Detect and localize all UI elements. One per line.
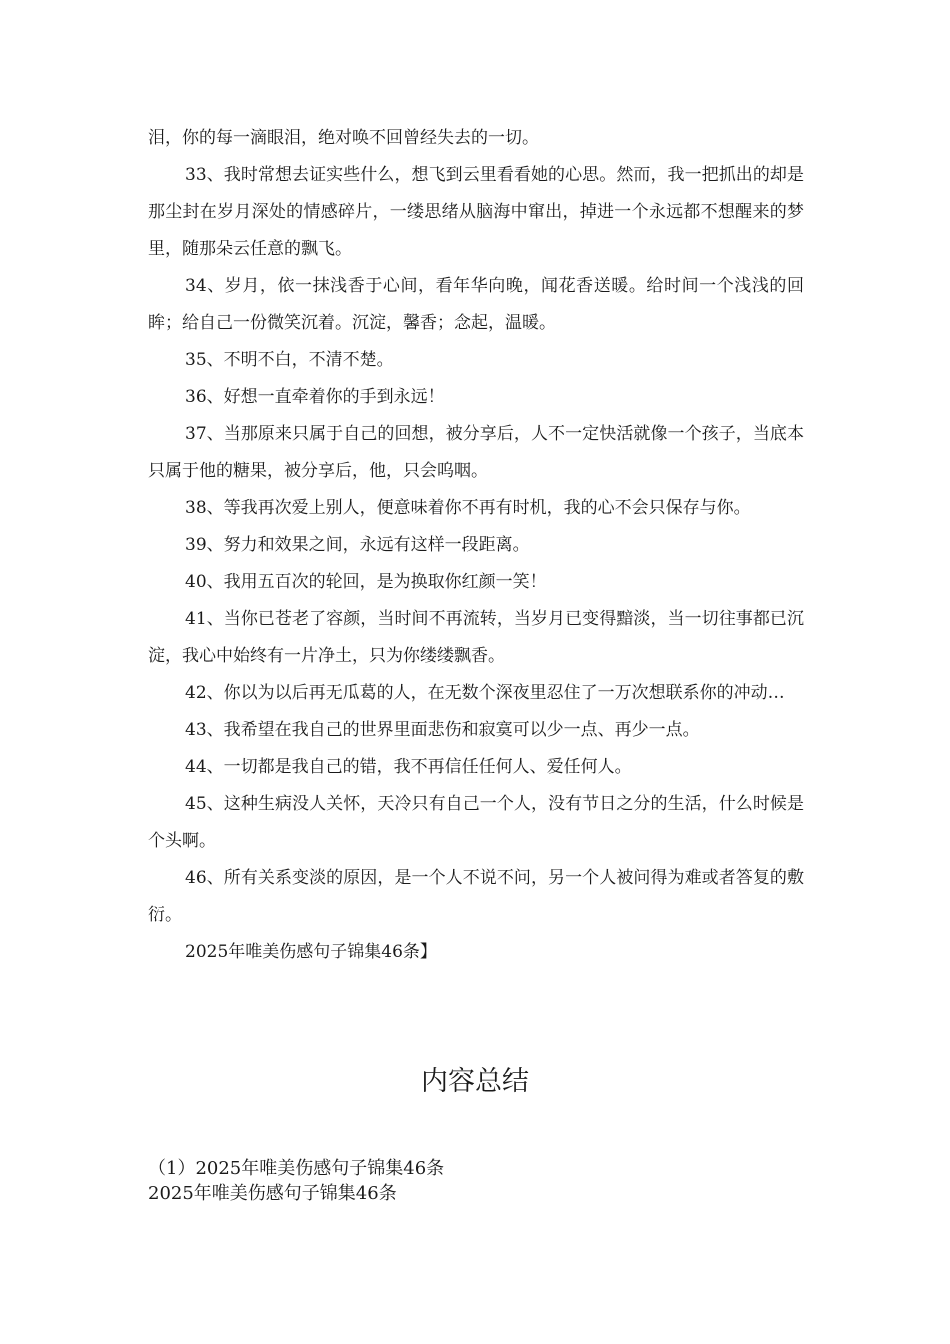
summary-block xyxy=(148,1156,804,1206)
list-item: 45、这种生病没人关怀，天冷只有自己一个人，没有节日之分的生活，什么时候是个头啊。 xyxy=(148,794,804,851)
list-item: 37、当那原来只属于自己的回想，被分享后，人不一定快活就像一个孩子，当底本只属于他的糖果，被分享后，他，只会呜咽。 xyxy=(148,424,804,481)
list-item: 35、不明不白，不清不楚。 xyxy=(185,350,394,370)
summary-title: 内容总结 xyxy=(421,1066,529,1097)
list-item: 42、你以为以后再无瓜葛的人，在无数个深夜里忍住了一万次想联系你的冲动… xyxy=(185,683,785,703)
list-item: 44、一切都是我自己的错，我不再信任任何人、爱任何人。 xyxy=(185,757,632,777)
list-item: 39、努力和效果之间，永远有这样一段距离。 xyxy=(185,535,530,555)
list-item: 34、岁月，依一抹浅香于心间，看年华向晚，闻花香送暖。给时间一个浅浅的回眸；给自己一份微笑沉着。沉淀，馨香；念起，温暖。 xyxy=(148,276,804,333)
list-item: 36、好想一直牵着你的手到永远！ xyxy=(185,387,445,407)
document-body xyxy=(148,120,804,971)
list-item: 43、我希望在我自己的世界里面悲伤和寂寞可以少一点、再少一点。 xyxy=(185,720,700,740)
closing-line: 2025年唯美伤感句子锦集46条】 xyxy=(185,942,437,962)
list-item: 41、当你已苍老了容颜，当时间不再流转，当岁月已变得黯淡，当一切往事都已沉淀，我心中始终有一片净土，只为你缕缕飘香。 xyxy=(148,609,804,666)
summary-line: （1）2025年唯美伤感句子锦集46条 xyxy=(148,1158,445,1179)
list-item: 40、我用五百次的轮回，是为换取你红颜一笑！ xyxy=(185,572,547,592)
list-item: 46、所有关系变淡的原因，是一个人不说不问，另一个人被问得为难或者答复的敷衍。 xyxy=(148,868,804,925)
summary-line: 2025年唯美伤感句子锦集46条 xyxy=(148,1183,397,1204)
continuation-paragraph: 泪，你的每一滴眼泪，绝对唤不回曾经失去的一切。 xyxy=(148,128,539,148)
list-item: 38、等我再次爱上别人，便意味着你不再有时机，我的心不会只保存与你。 xyxy=(185,498,751,518)
list-item: 33、我时常想去证实些什么，想飞到云里看看她的心思。然而，我一把抓出的却是那尘封在岁月深处的情感碎片，一缕思绪从脑海中窜出，掉进一个永远都不想醒来的梦里，随那朵云任意的飘飞。 xyxy=(148,165,804,259)
